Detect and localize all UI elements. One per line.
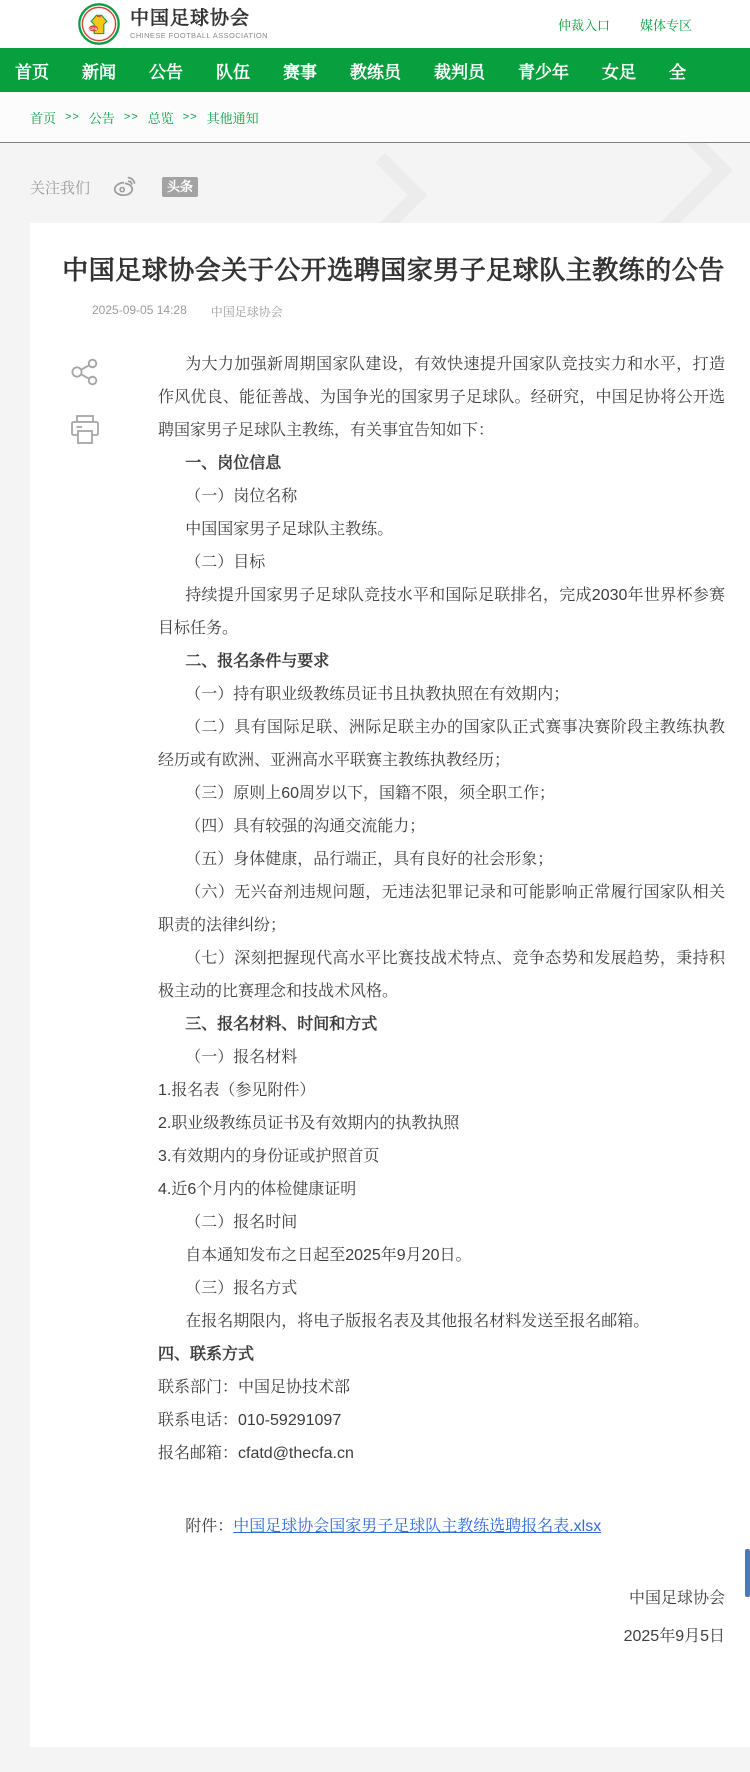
nav-item[interactable]: 青少年 — [518, 62, 569, 82]
article-paragraph: （五）身体健康，品行端正，具有良好的社会形象； — [185, 851, 554, 868]
article-paragraph: 四、联系方式 — [158, 1346, 255, 1363]
nav-item[interactable]: 裁判员 — [434, 62, 485, 82]
article-paragraph: 中国国家男子足球队主教练。 — [185, 521, 394, 538]
article-date: 2025-09-05 14:28 — [92, 303, 187, 317]
article-paragraph: 自本通知发布之日起至2025年9月20日。 — [185, 1247, 472, 1264]
article-paragraph: （一）岗位名称 — [185, 488, 298, 505]
article-paragraph: 4.近6个月内的体检健康证明 — [158, 1181, 357, 1198]
nav-item[interactable]: 新闻 — [82, 62, 116, 82]
site-title: 中国足球协会 — [130, 8, 251, 29]
nav-item[interactable]: 公告 — [149, 62, 183, 82]
article-paragraph: 在报名期限内，将电子版报名表及其他报名材料发送至报名邮箱。 — [185, 1313, 650, 1330]
article-paragraph: （一）持有职业级教练员证书且执教执照在有效期内； — [185, 686, 570, 703]
article-paragraph: （一）报名材料 — [185, 1049, 298, 1066]
article-paragraph: 二、报名条件与要求 — [185, 653, 330, 670]
share-icon[interactable] — [67, 354, 103, 390]
article-paragraph: 1.报名表（参见附件） — [158, 1082, 316, 1099]
main-nav — [0, 48, 750, 92]
article-paragraph: （六）无兴奋剂违规问题，无违法犯罪记录和可能影响正常履行国家队相关职责的法律纠纷； — [158, 884, 725, 934]
signature-date: 2025年9月5日 — [623, 1628, 725, 1645]
article-paragraph: 一、岗位信息 — [185, 455, 282, 472]
article-source: 中国足球协会 — [210, 305, 283, 319]
article-paragraph: （二）具有国际足联、洲际足联主办的国家队正式赛事决赛阶段主教练执教经历或有欧洲、亚洲高水平联赛主教练执教经历； — [158, 719, 725, 769]
breadcrumb-strip — [0, 92, 750, 143]
nav-item[interactable]: 赛事 — [283, 62, 317, 82]
article-paragraph: 2.职业级教练员证书及有效期内的执教执照 — [158, 1115, 460, 1132]
print-icon[interactable] — [67, 412, 103, 448]
svg-text:CFA: CFA — [89, 25, 98, 31]
article-paragraph: 联系部门：中国足协技术部 — [158, 1379, 351, 1396]
site-header — [0, 0, 750, 48]
nav-item[interactable]: 女足 — [602, 62, 636, 82]
article-paragraph: （七）深刻把握现代高水平比赛技战术特点、竞争态势和发展趋势，秉持积极主动的比赛理念和技战术风格。 — [158, 950, 725, 1000]
breadcrumb-item[interactable]: 其他通知 — [206, 110, 259, 126]
site-subtitle: CHINESE FOOTBALL ASSOCIATION — [130, 31, 268, 40]
article-tools — [62, 348, 108, 1649]
breadcrumb — [30, 108, 259, 127]
attachment-label: 附件： — [185, 1518, 234, 1535]
nav-item[interactable]: 教练员 — [350, 62, 401, 82]
nav-item[interactable]: 全 — [669, 62, 686, 82]
attachment-row — [158, 1510, 725, 1543]
article-paragraph: 3.有效期内的身份证或护照首页 — [158, 1148, 380, 1165]
signature-org: 中国足球协会 — [628, 1590, 725, 1607]
article-title: 中国足球协会关于公开选聘国家男子足球队主教练的公告 — [62, 255, 725, 285]
article-paragraph: （四）具有较强的沟通交流能力； — [185, 818, 426, 835]
site-logo[interactable] — [78, 3, 268, 45]
article-paragraph: （三）报名方式 — [185, 1280, 298, 1297]
header-link[interactable]: 仲裁入口 — [557, 17, 610, 33]
article-paragraph: 报名邮箱：cfatd@thecfa.cn — [158, 1445, 354, 1462]
article-paragraph: （三）原则上60周岁以下，国籍不限，须全职工作； — [185, 785, 555, 802]
weibo-icon[interactable] — [112, 174, 138, 200]
article-paragraph: 三、报名材料、时间和方式 — [185, 1016, 378, 1033]
breadcrumb-item[interactable]: 总览 — [147, 110, 174, 126]
attachment-link[interactable]: 中国足球协会国家男子足球队主教练选聘报名表.xlsx — [233, 1518, 602, 1535]
breadcrumb-item: >> — [182, 111, 198, 123]
header-links — [558, 15, 692, 34]
nav-item[interactable]: 队伍 — [216, 62, 250, 82]
article-card — [30, 223, 750, 1747]
follow-label: 关注我们 — [30, 179, 91, 197]
nav-item[interactable]: 首页 — [15, 62, 49, 82]
article-body — [158, 348, 725, 1649]
toutiao-badge[interactable]: 头条 — [162, 177, 198, 197]
scrollbar-thumb[interactable] — [745, 1549, 750, 1597]
cfa-crest-icon — [78, 3, 120, 45]
article-content — [62, 348, 725, 1649]
article-paragraph: （二）目标 — [185, 554, 266, 571]
header-link[interactable]: 媒体专区 — [639, 17, 692, 33]
article-paragraph: （二）报名时间 — [185, 1214, 298, 1231]
follow-row — [30, 174, 750, 200]
article-paragraph: 为大力加强新周期国家队建设，有效快速提升国家队竞技实力和水平，打造作风优良、能征善战、为国争光的国家男子足球队。经研究，中国足协将公开选聘国家男子足球队主教练，有关事宜告知如下： — [158, 356, 725, 439]
breadcrumb-item[interactable]: 公告 — [88, 110, 115, 126]
article-paragraph: 持续提升国家男子足球队竞技水平和国际足联排名，完成2030年世界杯参赛目标任务。 — [158, 587, 725, 637]
breadcrumb-item: >> — [123, 111, 139, 123]
article-paragraph: 联系电话：010-59291097 — [158, 1412, 342, 1429]
breadcrumb-item: >> — [65, 111, 80, 123]
breadcrumb-item[interactable]: 首页 — [30, 110, 57, 126]
article-meta — [92, 303, 725, 320]
